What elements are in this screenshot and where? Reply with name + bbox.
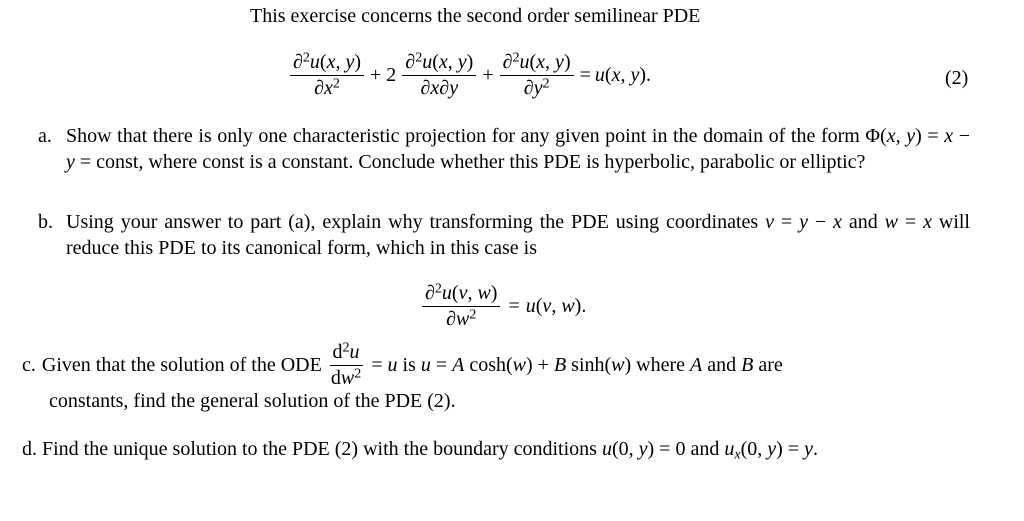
- ode-fraction: $\frac{d^2u}{dw^2}$: [330, 340, 362, 389]
- canonical-form-equation: $\frac{\partial^2u(v, w)}{\partial w^2}$ = u(v, w).: [420, 283, 586, 330]
- part-c-text-3: where: [636, 354, 686, 376]
- part-b-text-2: and: [848, 211, 878, 233]
- part-a: a. Show that there is only one characteristic projection for any given point in the domain of the form Φ(x, y) = x − y = const, where const is a constant. Conclude whether this PDE is hyperbolic, parabolic or elliptic?: [38, 125, 971, 173]
- part-c-text-2: is: [402, 354, 416, 376]
- part-b-label: b.: [38, 211, 53, 233]
- part-b-text-1: Using your answer to part (a), explain why transforming the PDE using coordinates: [66, 211, 759, 233]
- part-b: b. Using your answer to part (a), explain why transforming the PDE using coordinates v = y − x and w = x will reduce this PDE to its canonical form, which in this case is: [38, 211, 970, 259]
- intro-text: This exercise concerns the second order semilinear PDE: [250, 5, 701, 27]
- term-uxy: $\frac{\partial^2u(x, y)}{\partial x\partial y}$: [402, 52, 476, 99]
- part-c-text-1: Given that the solution of the ODE: [41, 354, 322, 376]
- part-d-label: d.: [22, 438, 37, 460]
- part-d: d. Find the unique solution to the PDE (2) with the boundary conditions u(0, y) = 0 and $u_x(0$, y) = y.: [22, 438, 818, 463]
- part-c-text-5: are: [758, 354, 783, 376]
- part-a-text-2: = const, where const is a constant. Conclude whether this PDE is hyperbolic, parabolic or elliptic?: [79, 151, 866, 173]
- equation-number: (2): [945, 67, 969, 89]
- term-uyy: $\frac{\partial^2u(x, y)}{\partial y^2}$: [500, 52, 574, 99]
- part-d-text-2: and: [690, 438, 720, 460]
- pde-equation: $\frac{\partial^2u(x, y)}{\partial x^2}$ + 2 $\frac{\partial^2u(x, y)}{\partial x\partial y}$ + $\frac{\partial^2u(x, y)}{\partial y^2}$ = u(x, y).: [288, 52, 651, 99]
- term-uxx: $\frac{\partial^2u(x, y)}{\partial x^2}$: [290, 52, 364, 99]
- part-a-text-1: Show that there is only one characteristic projection for any given point in the domain of the form: [66, 125, 860, 147]
- part-d-text-1: Find the unique solution to the PDE (2) with the boundary conditions: [42, 438, 597, 460]
- part-b-text-3: will reduce this PDE to its canonical form, which in this case is: [66, 211, 970, 259]
- part-c-label: c.: [22, 354, 36, 376]
- part-c: c. Given that the solution of the ODE $\frac{d^2u}{dw^2}$ = u is u = A cosh(w) + B sinh(w) where A and B are: [22, 340, 783, 389]
- part-c-text-4: and: [707, 354, 737, 376]
- part-a-label: a.: [38, 125, 52, 147]
- part-c-text-6: constants, find the general solution of the PDE (2).: [49, 390, 456, 412]
